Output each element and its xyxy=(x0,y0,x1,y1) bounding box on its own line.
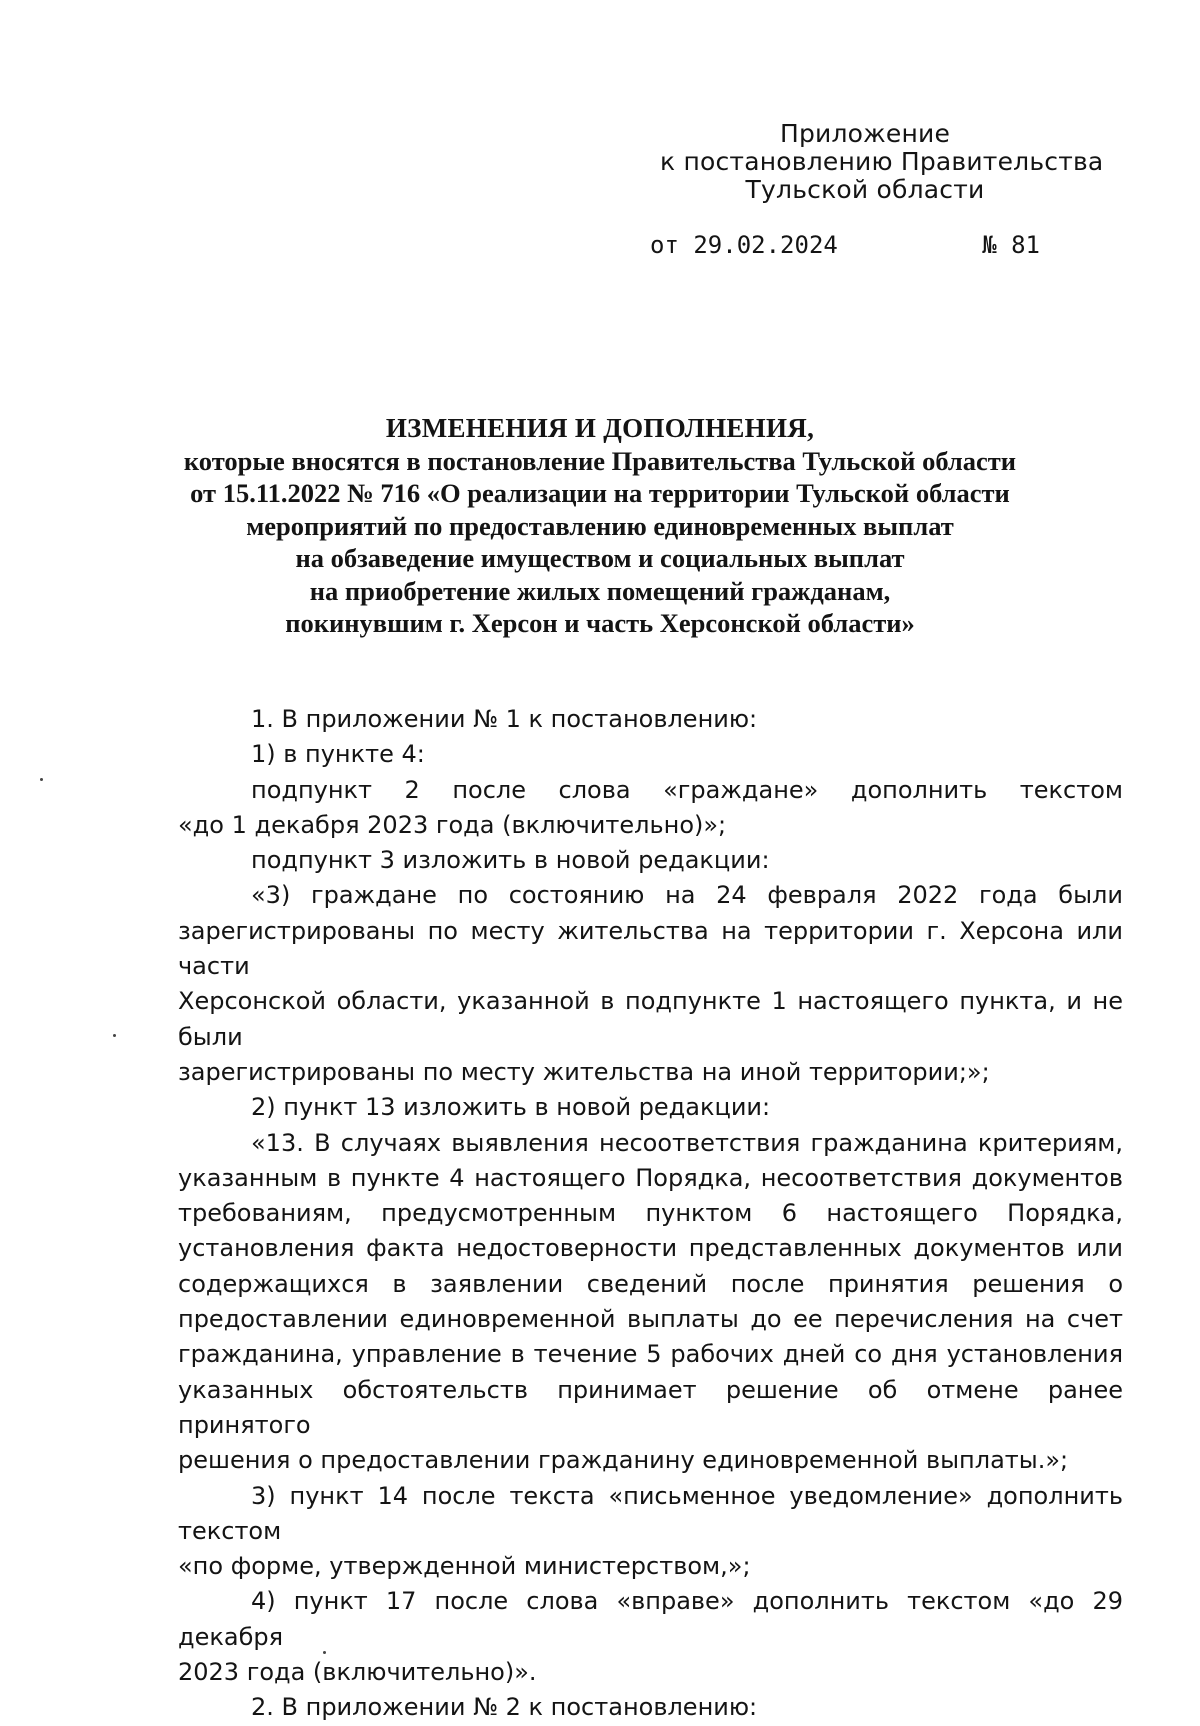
scan-speck xyxy=(40,778,43,781)
paragraph-line: указанных обстоятельств принимает решение об отмене ранее принятого xyxy=(178,1375,1123,1439)
paragraph xyxy=(178,1584,1123,1690)
paragraph-line: требованиям, предусмотренным пунктом 6 настоящего Порядка, xyxy=(178,1199,1123,1228)
paragraph: 2) пункт 13 изложить в новой редакции: xyxy=(251,1093,771,1122)
registration-number: № 81 xyxy=(982,231,1040,259)
document-body xyxy=(178,702,1123,1726)
paragraph-line: гражданина, управление в течение 5 рабочих дней со дня установления xyxy=(178,1340,1123,1369)
appendix-header-line: к постановлению Правительства xyxy=(660,147,1104,176)
paragraph xyxy=(178,878,1123,1090)
scan-speck xyxy=(113,1034,116,1037)
title-line: покинувшим г. Херсон и часть Херсонской области» xyxy=(285,608,915,638)
paragraph-line: Херсонской области, указанной в подпункте 1 настоящего пункта, и не были xyxy=(178,987,1123,1051)
paragraph: 2. В приложении № 2 к постановлению: xyxy=(251,1693,758,1722)
title-line: мероприятий по предоставлению единовременных выплат xyxy=(246,510,954,541)
registration-line xyxy=(650,231,1070,265)
paragraph-line: «13. В случаях выявления несоответствия гражданина критериям, xyxy=(251,1128,1123,1157)
paragraph: 1. В приложении № 1 к постановлению: xyxy=(251,705,758,733)
paragraph xyxy=(178,1126,1123,1479)
paragraph-line: решения о предоставлении гражданину единовременной выплаты.»; xyxy=(178,1446,1069,1475)
appendix-header xyxy=(660,119,1104,204)
paragraph-line: зарегистрированы по месту жительства на территории г. Херсона или части xyxy=(178,916,1123,981)
paragraph-line: подпункт 2 после слова «граждане» дополнить текстом xyxy=(251,775,1123,804)
paragraph-line: 2023 года (включительно)». xyxy=(178,1658,537,1687)
paragraph-line: предоставлении единовременной выплаты до ее перечисления на счет xyxy=(178,1305,1123,1334)
paragraph-line: 4) пункт 17 после слова «вправе» дополнить текстом «до 29 декабря xyxy=(178,1587,1123,1651)
appendix-header-line: Тульской области xyxy=(745,175,985,204)
title-line: на обзаведение имуществом и социальных выплат xyxy=(295,543,905,573)
title-line: от 15.11.2022 № 716 «О реализации на территории Тульской области xyxy=(190,478,1010,508)
paragraph-line: «по форме, утвержденной министерством,»; xyxy=(178,1552,751,1581)
paragraph-line: установления факта недостоверности представленных документов или xyxy=(178,1234,1123,1263)
paragraph: 1) в пункте 4: xyxy=(251,740,425,769)
paragraph-line: «до 1 декабря 2023 года (включительно)»; xyxy=(178,810,727,839)
paragraph-line: содержащихся в заявлении сведений после принятия решения о xyxy=(178,1269,1123,1298)
title-heading: ИЗМЕНЕНИЯ И ДОПОЛНЕНИЯ, xyxy=(385,413,815,443)
paragraph xyxy=(178,773,1123,844)
paragraph: подпункт 3 изложить в новой редакции: xyxy=(251,846,770,875)
appendix-header-line: Приложение xyxy=(779,119,951,148)
document-title xyxy=(140,412,1060,640)
paragraph-line: указанным в пункте 4 настоящего Порядка, несоответствия документов xyxy=(178,1163,1123,1192)
title-line: которые вносятся в постановление Правительства Тульской области xyxy=(183,445,1017,476)
paragraph xyxy=(178,1479,1123,1585)
scan-speck xyxy=(323,1651,326,1654)
paragraph-line: 3) пункт 14 после текста «письменное уведомление» дополнить текстом xyxy=(178,1481,1123,1545)
title-line: на приобретение жилых помещений гражданам, xyxy=(309,575,891,606)
registration-date: от 29.02.2024 xyxy=(650,231,838,259)
paragraph-line: зарегистрированы по месту жительства на иной территории;»; xyxy=(178,1057,990,1086)
paragraph-line: «3) граждане по состоянию на 24 февраля 2022 года были xyxy=(251,881,1123,910)
